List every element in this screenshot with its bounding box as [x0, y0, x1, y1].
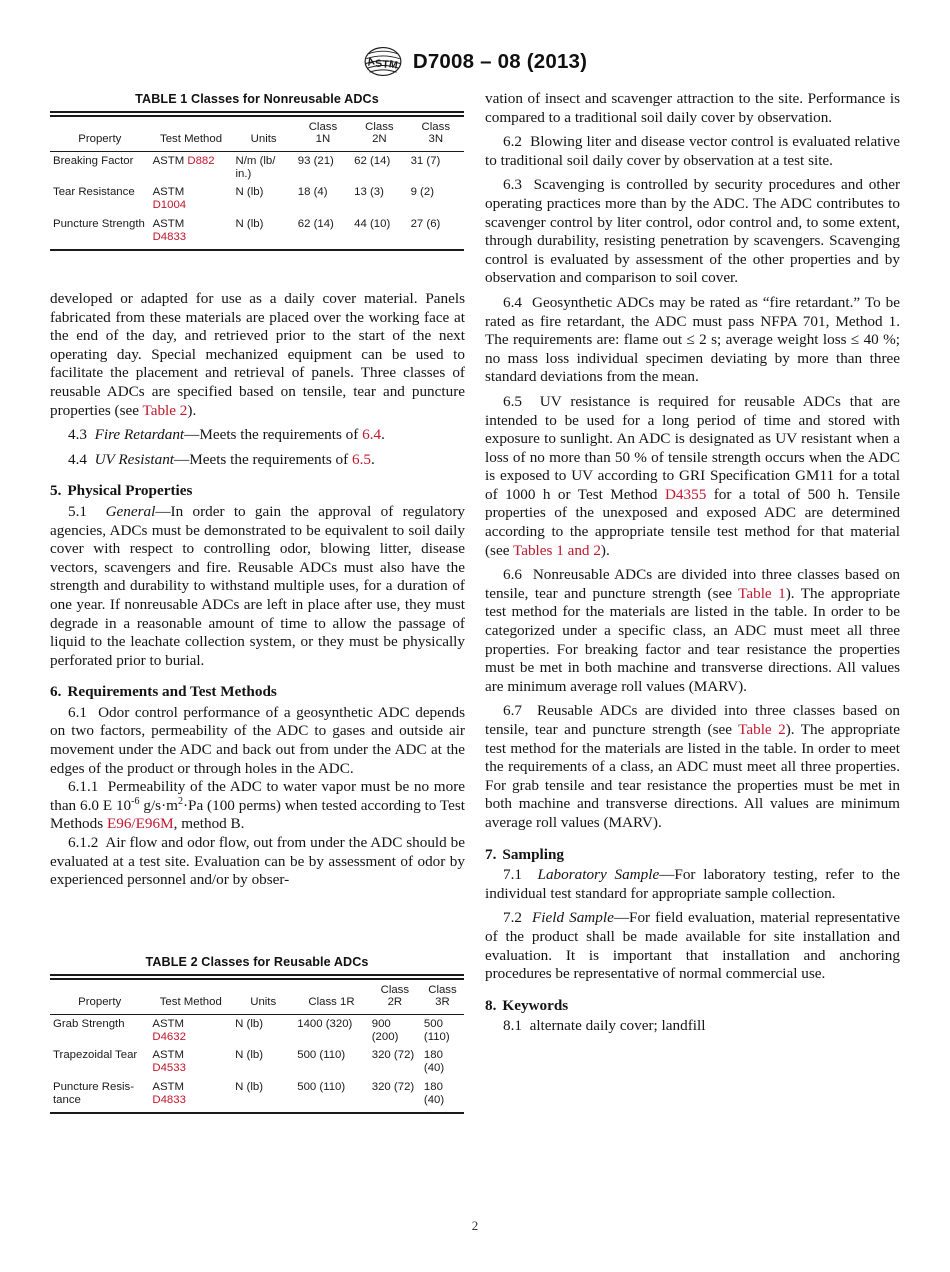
test-method-link[interactable]: D1004 [152, 199, 187, 212]
link-table-2[interactable]: Table 2 [142, 401, 188, 419]
cell-test-method [150, 215, 233, 250]
table-2-col-test-method: Test Method [159, 996, 222, 1009]
cell-class-2: 13 (3) [354, 186, 384, 199]
para-4-3-tail: . [381, 426, 385, 444]
para-6-1-1-mid-2: ·Pa (100 perms) when tested according to Test Methods [50, 796, 465, 833]
table-1-col-units: Units [250, 133, 277, 146]
para-6-6-tail: ). The appropriate test method for the materials are listed in the table. In order to be categorized under a specific class, an ADC must meet all three properties. For breaking factor and tear resistance the properties must be met in both machine and transverse directions. All values are minimum average roll values (MARV). [485, 584, 901, 695]
table-1-col-property: Property [78, 133, 122, 146]
cell-test-method [149, 1046, 232, 1077]
test-method-link[interactable]: D4533 [152, 1062, 186, 1075]
cell-class-2: 62 (14) [354, 154, 391, 167]
test-method-prefix: ASTM [152, 186, 185, 199]
para-6-1-1-tail: , method B. [173, 815, 245, 833]
section-6-number: 6. [50, 683, 62, 701]
link-e96-e96m[interactable]: E96/E96M [106, 815, 174, 833]
svg-text:T: T [381, 59, 389, 71]
svg-text:M: M [387, 59, 399, 72]
section-5-title: Physical Properties [67, 482, 193, 500]
astm-logo-icon [363, 46, 403, 77]
link-d4355[interactable]: D4355 [664, 485, 707, 503]
table-2 [50, 978, 464, 1114]
link-table-1[interactable]: Table 1 [738, 584, 786, 602]
para-6-1-num: 6.1 [68, 703, 87, 721]
svg-text:A: A [365, 56, 376, 69]
test-method-prefix: ASTM [152, 217, 185, 230]
para-6-4 [485, 294, 900, 387]
table-2-col-class-3r [421, 979, 464, 1015]
test-method-link[interactable]: D4833 [152, 1093, 186, 1106]
para-4-4-mid: —Meets the requirements of [174, 450, 353, 468]
para-6-7 [485, 702, 900, 832]
table-2-col-class-2r-line1: Class [380, 983, 410, 996]
cell-class-2: 44 (10) [354, 217, 391, 230]
table-row [50, 151, 464, 183]
cell-units: N (lb) [235, 1017, 263, 1030]
para-6-2 [485, 133, 900, 170]
table-2-col-class-3r-line1: Class [428, 983, 457, 996]
para-8-1-num: 8.1 [503, 1017, 522, 1035]
cell-class-2: 900 (200) [371, 1017, 399, 1043]
cell-class-1: 500 (110) [297, 1080, 346, 1093]
para-4-3-num: 4.3 [68, 426, 87, 444]
table-2-title: TABLE 2 Classes for Reusable ADCs [145, 955, 369, 969]
para-5-1-num: 5.1 [68, 502, 87, 520]
para-4-2-continued [50, 290, 465, 420]
para-6-5 [485, 393, 900, 560]
cell-property: Trapezoidal Tear [53, 1049, 138, 1062]
para-6-4-num: 6.4 [503, 293, 522, 311]
para-6-1-1-num: 6.1.1 [68, 778, 99, 796]
section-heading-6 [50, 683, 465, 702]
cell-class-2: 320 (72) [371, 1049, 415, 1062]
table-row [50, 1014, 464, 1046]
table-2-header-row [50, 979, 464, 1015]
section-heading-5 [50, 482, 465, 501]
para-6-3-num: 6.3 [503, 176, 522, 194]
para-4-3 [50, 426, 465, 445]
cell-property: Grab Strength [53, 1017, 125, 1030]
table-row [50, 215, 464, 250]
link-table-2[interactable]: Table 2 [738, 721, 786, 738]
table-2-head [50, 979, 464, 1015]
cell-test-method [149, 1078, 232, 1113]
table-1-col-class-1n-line2: 1N [315, 133, 331, 146]
para-7-2-text: —For field evaluation, material representative of the product shall be made available for site installation and evaluation. It is important that installation and anchoring procedures be representative of normal commercial use. [485, 909, 901, 983]
section-heading-7 [485, 846, 900, 865]
para-7-2 [485, 909, 900, 983]
para-4-4-num: 4.4 [68, 450, 87, 468]
para-4-4 [50, 451, 465, 470]
para-7-2-num: 7.2 [503, 909, 522, 927]
section-6-title: Requirements and Test Methods [67, 683, 277, 701]
table-1-header-row [50, 116, 464, 152]
para-8-1-text: alternate daily cover; landfill [529, 1017, 706, 1035]
table-2-col-property: Property [78, 996, 122, 1009]
cell-class-1: 500 (110) [297, 1049, 346, 1062]
link-tables-1-and-2[interactable]: Tables 1 and 2 [512, 541, 601, 559]
cell-class-3: 180 (40) [423, 1049, 445, 1075]
para-6-6 [485, 566, 900, 696]
para-6-1-2 [50, 834, 465, 890]
para-6-5-head: UV resistance is required for reusable ADCs that are intended to be used for a long period of time and stored with exposure to sunlight. An ADC is designated as UV resistant when a loss of no more than 50 % of tensile strength occurs when the ADC is exposed to UV according to GRI Specification GM11 for a total of 1000 h or Test Method [485, 392, 900, 503]
cell-units: N (lb) [235, 1049, 263, 1062]
cell-test-method [150, 151, 233, 183]
para-6-1 [50, 704, 465, 778]
section-5-number: 5. [50, 482, 62, 500]
table-1-col-class-2n [351, 116, 407, 152]
right-column [485, 90, 900, 1036]
cell-units: N (lb) [235, 186, 264, 199]
table-1-col-test-method: Test Method [160, 133, 223, 146]
cell-units: N (lb) [235, 1080, 263, 1093]
table-1-col-class-3n-line2: 3N [428, 133, 444, 146]
cell-class-1: 1400 (320) [297, 1017, 353, 1030]
page-header [0, 46, 950, 77]
table-2-container [50, 955, 464, 1114]
cell-units: N (lb) [235, 217, 264, 230]
table-1-body [50, 151, 464, 250]
cell-class-3: 180 (40) [423, 1080, 445, 1106]
table-2-col-class-3r-line2: 3R [435, 996, 450, 1009]
para-4-3-term: Fire Retardant [94, 426, 185, 444]
para-7-1-num: 7.1 [503, 866, 522, 884]
para-7-1 [485, 866, 900, 903]
table-1-col-class-1n-line1: Class [308, 120, 338, 133]
cell-property: Tear Resistance [53, 186, 135, 199]
table-1-col-class-2n-line1: Class [365, 120, 394, 133]
section-7-title: Sampling [502, 845, 565, 863]
table-2-col-units: Units [250, 996, 277, 1009]
section-heading-8 [485, 997, 900, 1016]
para-8-1 [485, 1017, 900, 1036]
table-2-body [50, 1014, 464, 1113]
table-1-col-class-1n [295, 116, 351, 152]
para-6-4-text: Geosynthetic ADCs may be rated as “fire retardant.” To be rated as fire retardant, the ADC must pass NFPA 701, Method 1. The requirements are: flame out ≤ 2 s; average weight loss ≤ 40 %; no mass loss individual specimen deviating by more than three standard deviations from the mean. [485, 293, 900, 386]
cell-class-1: 62 (14) [297, 217, 334, 230]
link-6-4[interactable]: 6.4 [362, 426, 382, 444]
para-5-1-text: —In order to gain the approval of regulatory agencies, ADCs must be demonstrated to be equivalent to soil daily cover with respect to controlling odor, blowing litter, disease vectors, scavengers and fire. Reusable ADCs must also have the strength and durability to withstand multiple uses, for a duration of one year. If nonreusable ADCs are left in place after use, they must degrade in a reasonable amount of time to allow the passage of liquid to the leachate collection system, or they must be physically perforated prior to burial. [50, 502, 465, 669]
para-6-6-head: Nonreusable ADCs are divided into three classes based on tensile, tear and puncture strength (see [485, 566, 901, 602]
para-6-5-num: 6.5 [503, 392, 522, 410]
cell-class-2: 320 (72) [371, 1080, 415, 1093]
svg-text:S: S [374, 58, 383, 71]
table-1-col-class-3n [408, 116, 464, 152]
table-1-col-class-2n-line2: 2N [372, 133, 387, 146]
para-7-1-term: Laboratory Sample [537, 866, 660, 884]
para-6-1-2-continued: vation of insect and scavenger attraction to the site. Performance is compared to a traditional soil daily cover by observation. [485, 90, 900, 126]
section-7-number: 7. [485, 845, 497, 863]
table-row [50, 1046, 464, 1077]
cell-property: Puncture Resis- tance [53, 1080, 135, 1106]
cell-property: Puncture Strength [53, 217, 145, 230]
para-4-2-text: developed or adapted for use as a daily cover material. Panels fabricated from these materials are placed over the working face at the end of the day, and retrieved prior to the start of the next operating day. Special mechanized equipment can be used to facilitate the placement and retrieval of panels. Three classes of reusable ADCs are specified based on tensile, tear and puncture properties (see [50, 290, 465, 419]
para-6-7-num: 6.7 [503, 702, 522, 720]
para-4-3-mid: —Meets the requirements of [184, 426, 363, 444]
left-column [50, 290, 465, 890]
document-designation: D7008 – 08 (2013) [412, 49, 588, 73]
cell-property: Breaking Factor [53, 154, 134, 167]
para-6-7-tail: ). The appropriate test method for the materials are listed in the table. In order to meet the requirements of a class, an ADC must meet all three properties. For grab tensile and tear resistance the properties must be met in both machine and transverse directions. All values are minimum average roll values (MARV). [485, 721, 901, 831]
para-6-1-2-num: 6.1.2 [68, 834, 99, 852]
cell-class-1: 93 (21) [297, 154, 334, 167]
para-6-3-text: Scavenging is controlled by security procedures and other operating practices more than by the ADC. The ADC contributes to scavenger control by liter control, odor control and, to some extent, through durability, resisting penetration by scavengers. Scavenging control is evaluated by assessment of the other properties and by observation and comparison to soil cover. [485, 176, 900, 287]
para-6-1-1 [50, 778, 465, 834]
page-number: 2 [471, 1218, 479, 1233]
table-2-top-rule [50, 974, 464, 976]
test-method-link[interactable]: D4833 [152, 230, 187, 243]
para-6-1-1-exponent: -6 [131, 795, 140, 807]
cell-test-method [150, 183, 233, 214]
para-5-1 [50, 503, 465, 670]
section-8-number: 8. [485, 996, 497, 1014]
para-6-6-num: 6.6 [503, 566, 522, 584]
para-6-2-text: Blowing liter and disease vector control is evaluated relative to traditional soil daily cover by observation at a test site. [485, 133, 901, 169]
table-2-col-class-2r-line2: 2R [387, 996, 403, 1009]
table-1-top-rule [50, 111, 464, 113]
para-6-1-text: Odor control performance of a geosynthetic ADC depends on two factors, permeability of the ADC to gases and outside air movement under the ADC and back out from under the ADC at the edges of the product or through holes in the ADC. [50, 703, 465, 777]
para-4-4-term: UV Resistant [94, 450, 175, 468]
test-method-prefix: ASTM [152, 154, 188, 167]
para-6-2-num: 6.2 [503, 133, 522, 151]
para-6-1-1-mid: g/s·m [139, 796, 178, 814]
para-7-1-text: —For laboratory testing, refer to the individual test standard for appropriate sample collection. [485, 866, 901, 902]
table-1-col-class-3n-line1: Class [421, 120, 451, 133]
table-1-head [50, 116, 464, 152]
test-method-prefix: ASTM [152, 1017, 185, 1030]
cell-class-3: 31 (7) [410, 154, 441, 167]
para-4-2-tail: ). [187, 401, 197, 419]
para-7-2-term: Field Sample [532, 909, 614, 927]
para-6-3 [485, 176, 900, 288]
table-1-title: TABLE 1 Classes for Nonreusable ADCs [135, 92, 379, 106]
test-method-prefix: ASTM [152, 1049, 185, 1062]
para-6-1-1-head: Permeability of the ADC to water vapor must be no more than 6.0 E 10 [50, 778, 465, 814]
para-6-1-1-exponent-2: 2 [177, 795, 183, 807]
cell-test-method [149, 1014, 232, 1046]
para-4-4-tail: . [371, 450, 375, 468]
para-6-7-head: Reusable ADCs are divided into three classes based on tensile, tear and puncture strength (see [485, 702, 901, 738]
link-6-5[interactable]: 6.5 [352, 450, 371, 468]
section-8-title: Keywords [502, 996, 569, 1014]
cell-class-3: 500 (110) [423, 1017, 450, 1043]
test-method-link[interactable]: D4632 [152, 1030, 186, 1043]
table-row [50, 1078, 464, 1113]
test-method-link[interactable]: D882 [187, 154, 215, 167]
para-6-1-2-text: Air flow and odor flow, out from under the ADC should be evaluated at a test site. Evaluation can be by assessment of odor by experienced personnel and/or by obser- [50, 834, 465, 889]
cell-class-3: 27 (6) [410, 217, 441, 230]
table-1 [50, 115, 464, 251]
cell-units: N/m (lb/ in.) [235, 154, 276, 180]
table-2-col-class-2r [369, 979, 421, 1015]
table-row [50, 183, 464, 214]
test-method-prefix: ASTM [152, 1080, 185, 1093]
para-5-1-term: General [105, 502, 156, 520]
para-6-5-tail: ). [600, 541, 610, 559]
cell-class-3: 9 (2) [410, 186, 434, 199]
table-2-col-class-1r: Class 1R [308, 996, 355, 1009]
table-1-container [50, 92, 464, 251]
para-6-5-mid: for a total of 500 h. Tensile properties of the unexposed and exposed ADC are determined according to the appropriate tensile test method for that material (see [485, 485, 900, 559]
cell-class-1: 18 (4) [297, 186, 328, 199]
